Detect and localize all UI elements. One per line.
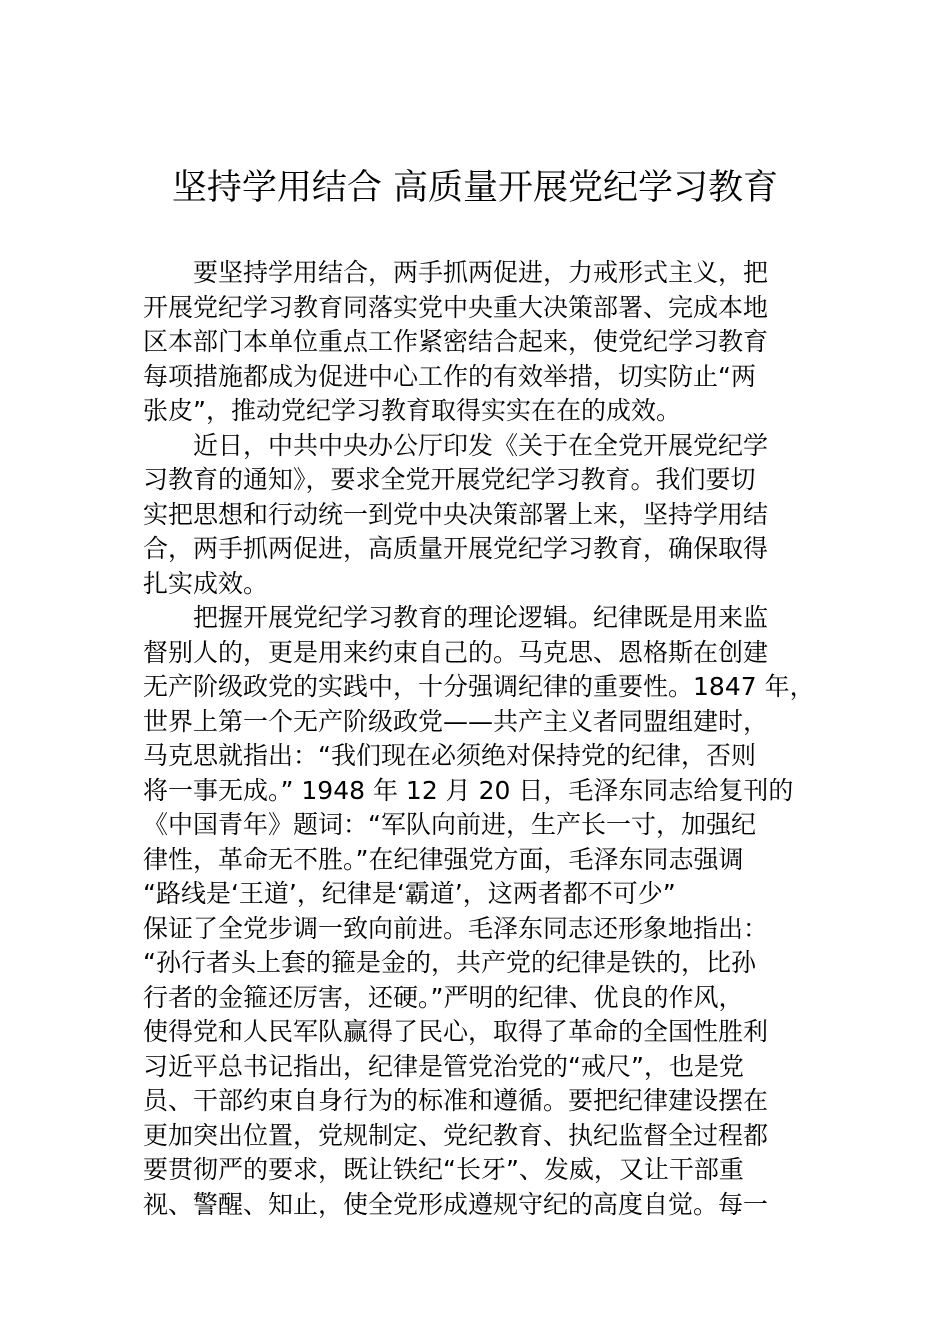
- text-line: 督别人的，更是用来约束自己的。马克思、恩格斯在创建: [143, 637, 769, 667]
- text-line: 扎实成效。: [143, 568, 269, 598]
- text-line: 马克思就指出：“我们现在必须绝对保持党的纪律，否则: [143, 741, 756, 770]
- text-line: 更加突出位置，党规制定、党纪教育、执纪监督全过程都: [143, 1120, 769, 1150]
- text-line: 无产阶级政党的实践中，十分强调纪律的重要性。1847 年，: [143, 672, 815, 701]
- text-line: “孙行者头上套的箍是金的，共产党的纪律是铁的，比孙: [143, 948, 756, 977]
- text-line: 视、警醒、知止，使全党形成遵规守纪的高度自觉。每一: [143, 1189, 769, 1219]
- text-line: 要贯彻严的要求，既让铁纪“长牙”、发威，又让干部重: [143, 1155, 744, 1184]
- text-line: 行者的金箍还厉害，还硬。”严明的纪律、优良的作风，: [143, 982, 744, 1012]
- text-line: “路线是‘王道’，纪律是‘霸道’，这两者都不可少”: [143, 879, 676, 908]
- text-line: 要坚持学用结合，两手抓两促进，力戒形式主义，把: [193, 258, 769, 287]
- text-line: 张皮”，推动党纪学习教育取得实实在在的成效。: [143, 396, 681, 425]
- text-line: 将一事无成。” 1948 年 12 月 20 日，毛泽东同志给复刊的: [143, 775, 794, 805]
- text-line: 《中国青年》题词：“军队向前进，生产长一寸，加强纪: [143, 810, 756, 839]
- document-title: 坚持学用结合 高质量开展党纪学习教育: [171, 168, 779, 208]
- text-line: 使得党和人民军队赢得了民心，取得了革命的全国性胜利: [143, 1017, 769, 1046]
- text-line: 近日，中共中央办公厅印发《关于在全党开展党纪学: [193, 430, 769, 460]
- text-line: 世界上第一个无产阶级政党——共产主义者同盟组建时，: [143, 706, 769, 736]
- text-line: 合，两手抓两促进，高质量开展党纪学习教育，确保取得: [143, 534, 769, 563]
- text-line: 开展党纪学习教育同落实党中央重大决策部署、完成本地: [143, 292, 769, 322]
- text-line: 习近平总书记指出，纪律是管党治党的“戒尺”，也是党: [143, 1051, 744, 1081]
- text-line: 员、干部约束自身行为的标准和遵循。要把纪律建设摆在: [143, 1086, 769, 1115]
- text-line: 律性，革命无不胜。”在纪律强党方面，毛泽东同志强调: [143, 844, 744, 874]
- text-line: 实把思想和行动统一到党中央决策部署上来，坚持学用结: [143, 499, 769, 529]
- text-line: 每项措施都成为促进中心工作的有效举措，切实防止“两: [143, 361, 756, 391]
- text-line: 区本部门本单位重点工作紧密结合起来，使党纪学习教育: [143, 327, 769, 356]
- text-line: 保证了全党步调一致向前进。毛泽东同志还形象地指出：: [143, 913, 769, 943]
- document-body: [143, 256, 815, 1222]
- text-line: 习教育的通知》，要求全党开展党纪学习教育。我们要切: [143, 465, 756, 494]
- text-line: 把握开展党纪学习教育的理论逻辑。纪律既是用来监: [193, 603, 769, 632]
